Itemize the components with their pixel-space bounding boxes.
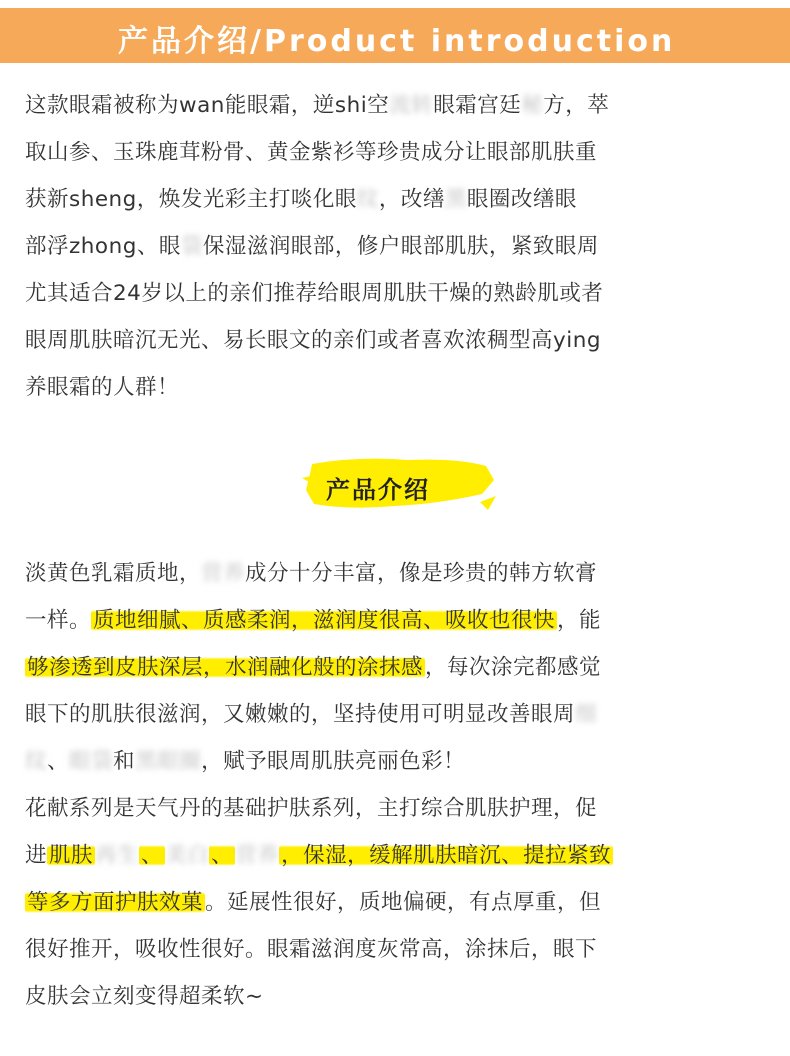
body-text: 和	[113, 749, 136, 774]
body-text: 很好推开，吸收性很好。眼霜滋润度灰常高，涂抹后，眼下	[25, 937, 598, 962]
body-text: 进	[25, 843, 48, 868]
body-text: 养眼霜的人群！	[25, 375, 180, 400]
body-text: 获新sheng，焕发光彩主打啖化眼	[25, 187, 357, 212]
blurred-text: 袋	[180, 234, 203, 259]
intro-line	[25, 317, 773, 364]
section-heading	[298, 450, 498, 524]
intro-line	[25, 129, 773, 176]
body-text: ，能	[557, 608, 602, 633]
intro-paragraph	[25, 82, 773, 411]
blurred-text: 眼袋	[69, 749, 114, 774]
body-text: 这款眼霜被称为wan能眼霜，逆shi空	[25, 93, 390, 118]
body-text: ，每次涂完都感觉	[425, 655, 602, 680]
series-line	[25, 879, 773, 926]
body-text: 皮肤会立刻变得超柔软~	[25, 984, 264, 1009]
body-text: 淡黄色乳霜质地，	[25, 561, 202, 586]
body-text: 眼下的肌肤很滋润，又嫩嫩的，坚持使用可明显改善眼周	[25, 702, 576, 727]
page-title: 产品介绍/Product introduction	[118, 24, 676, 59]
header-banner	[0, 8, 790, 63]
texture-line	[25, 644, 773, 691]
texture-paragraph	[25, 550, 773, 785]
highlighted-text: 、	[211, 843, 234, 868]
body-text: 眼圈改缮眼	[466, 187, 577, 212]
texture-line	[25, 597, 773, 644]
series-paragraph	[25, 785, 773, 1020]
body-text: 取山参、玉珠鹿茸粉骨、黄金紫衫等珍贵成分让眼部肌肤重	[25, 140, 598, 165]
body-text: 花献系列是天气丹的基础护肤系列，主打综合肌肤护理，促	[25, 796, 598, 821]
blurred-text: 纹	[25, 749, 48, 774]
blurred-text: 营养	[201, 561, 246, 586]
body-text: 成分十分丰富，像是珍贵的韩方软膏	[245, 561, 598, 586]
body-text: 眼周肌肤暗沉无光、易长眼文的亲们或者喜欢浓稠型高ying	[25, 328, 601, 353]
highlighted-text: 够渗透到皮肤深层，水润融化般的涂抹感	[27, 655, 424, 680]
section-heading-label: 产品介绍	[326, 476, 430, 504]
series-line	[25, 926, 773, 973]
body-text: ，赋予眼周肌肤亮丽色彩！	[201, 749, 466, 774]
body-text: ，改缮	[378, 187, 445, 212]
body-text: 尤其适合24岁以上的亲们推荐给眼周肌肤干燥的熟龄肌或者	[25, 281, 604, 306]
blurred-text: 秘	[521, 93, 544, 118]
body-text: 保湿滋润眼部，修户眼部肌肤，紧致眼周	[202, 234, 599, 259]
blurred-text: 再生	[95, 843, 140, 868]
intro-line	[25, 364, 773, 411]
highlighted-text: 质地细腻、质感柔润，滋润度很高、吸收也很快	[93, 608, 556, 633]
body-text: 方，萃	[543, 93, 610, 118]
highlighted-text: 、	[141, 843, 164, 868]
highlighted-text: 等多方面护肤效菓	[27, 890, 204, 915]
body-text: 部浮zhong、眼	[25, 234, 181, 259]
highlighted-text: ，保湿，缓解肌肤暗沉、提拉紧致	[281, 843, 612, 868]
texture-line	[25, 738, 773, 785]
blurred-text: 黑眼圈	[135, 749, 202, 774]
blurred-text: 美白	[165, 843, 210, 868]
texture-line	[25, 691, 773, 738]
texture-line	[25, 550, 773, 597]
intro-line	[25, 223, 773, 270]
blurred-text: 细	[575, 702, 598, 727]
intro-line	[25, 82, 773, 129]
intro-line	[25, 176, 773, 223]
intro-line	[25, 270, 773, 317]
body-text: 。延展性很好，质地偏硬，有点厚重，但	[205, 890, 602, 915]
body-text: 眼霜宫廷	[433, 93, 522, 118]
series-line	[25, 785, 773, 832]
blurred-text: 纹	[356, 187, 379, 212]
series-line	[25, 832, 773, 879]
blurred-text: 流转	[389, 93, 434, 118]
body-text: 一样。	[25, 608, 92, 633]
body-text: 、	[47, 749, 70, 774]
highlighted-text: 肌肤	[49, 843, 94, 868]
series-line	[25, 973, 773, 1020]
blurred-text: 营养	[235, 843, 280, 868]
blurred-text: 黑	[444, 187, 467, 212]
